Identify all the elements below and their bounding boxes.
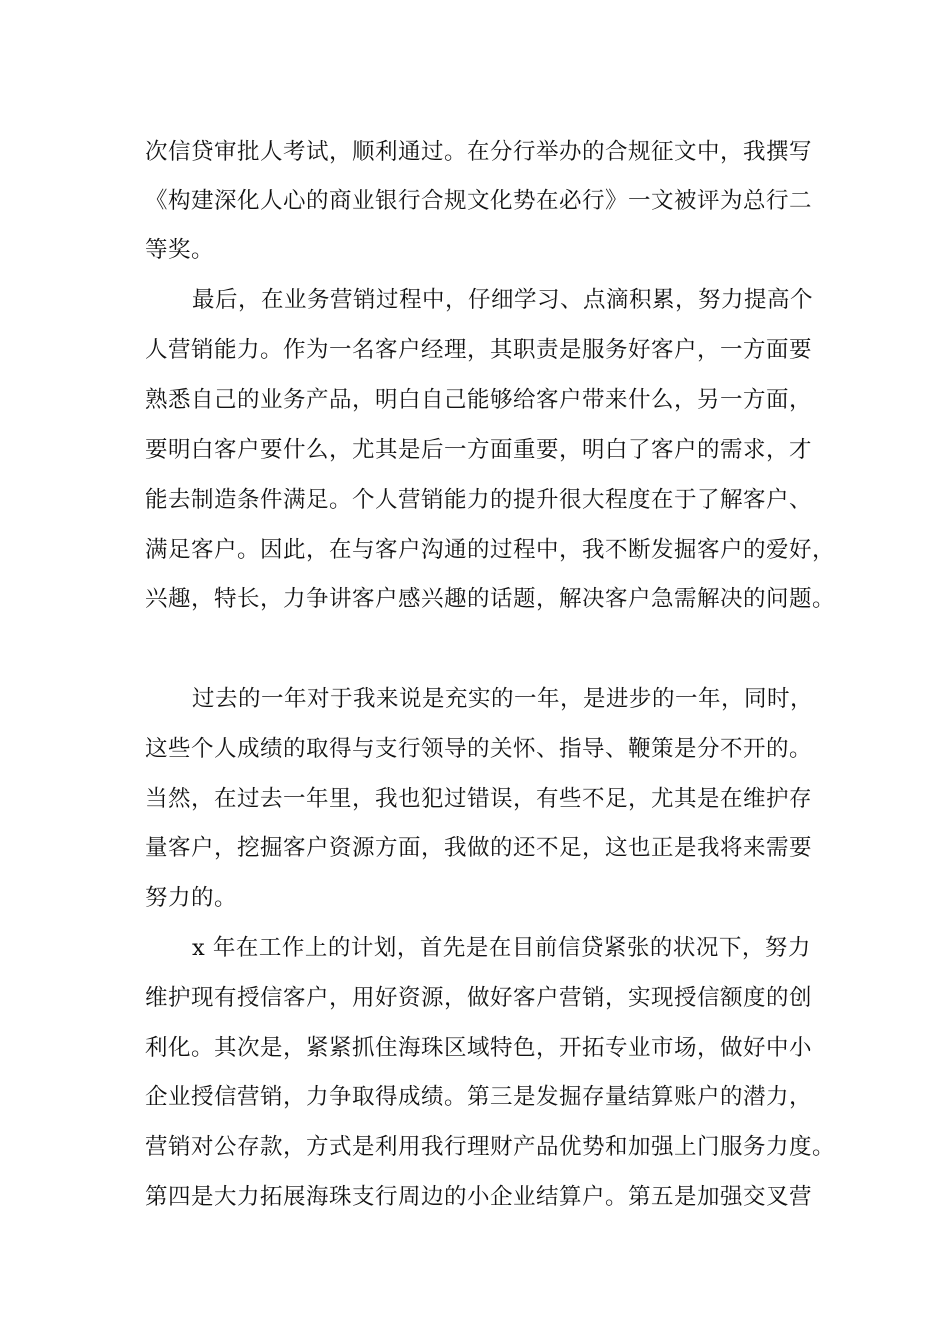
text-line: 过去的一年对于我来说是充实的一年，是进步的一年，同时， [192, 686, 814, 712]
text-line: 兴趣，特长，力争讲客户感兴趣的话题，解决客户急需解决的问题。 [145, 586, 836, 612]
text-line: 《构建深化人心的商业银行合规文化势在必行》一文被评为总行二 [145, 188, 813, 214]
text-line: 利化。其次是，紧紧抓住海珠区域特色，开拓专业市场，做好中小 [145, 1035, 813, 1061]
text-line: 努力的。 [145, 885, 238, 911]
text-line: 满足客户。因此，在与客户沟通的过程中，我不断发掘客户的爱好， [145, 537, 836, 563]
text-line: 熟悉自己的业务产品，明白自己能够给客户带来什么，另一方面， [145, 387, 813, 413]
text-line: 第四是大力拓展海珠支行周边的小企业结算户。第五是加强交叉营 [145, 1184, 813, 1210]
text-line: 最后，在业务营销过程中，仔细学习、点滴积累，努力提高个 [192, 287, 814, 313]
text-line: x 年在工作上的计划，首先是在目前信贷紧张的状况下，努力 [192, 935, 811, 961]
text-line: 人营销能力。作为一名客户经理，其职责是服务好客户，一方面要 [145, 337, 813, 363]
text-line: 这些个人成绩的取得与支行领导的关怀、指导、鞭策是分不开的。 [145, 736, 813, 762]
text-line: 次信贷审批人考试，顺利通过。在分行举办的合规征文中，我撰写 [145, 139, 813, 165]
text-line: 维护现有授信客户，用好资源，做好客户营销，实现授信额度的创 [145, 985, 813, 1011]
text-line: 要明白客户要什么，尤其是后一方面重要，明白了客户的需求，才 [145, 437, 813, 463]
text-line: 等奖。 [145, 237, 215, 263]
text-line: 企业授信营销，力争取得成绩。第三是发掘存量结算账户的潜力， [145, 1084, 813, 1110]
text-line: 营销对公存款，方式是利用我行理财产品优势和加强上门服务力度。 [145, 1134, 836, 1160]
text-line: 量客户，挖掘客户资源方面，我做的还不足，这也正是我将来需要 [145, 835, 813, 861]
text-line: 能去制造条件满足。个人营销能力的提升很大程度在于了解客户、 [145, 487, 813, 513]
text-line: 当然，在过去一年里，我也犯过错误，有些不足，尤其是在维护存 [145, 786, 813, 812]
